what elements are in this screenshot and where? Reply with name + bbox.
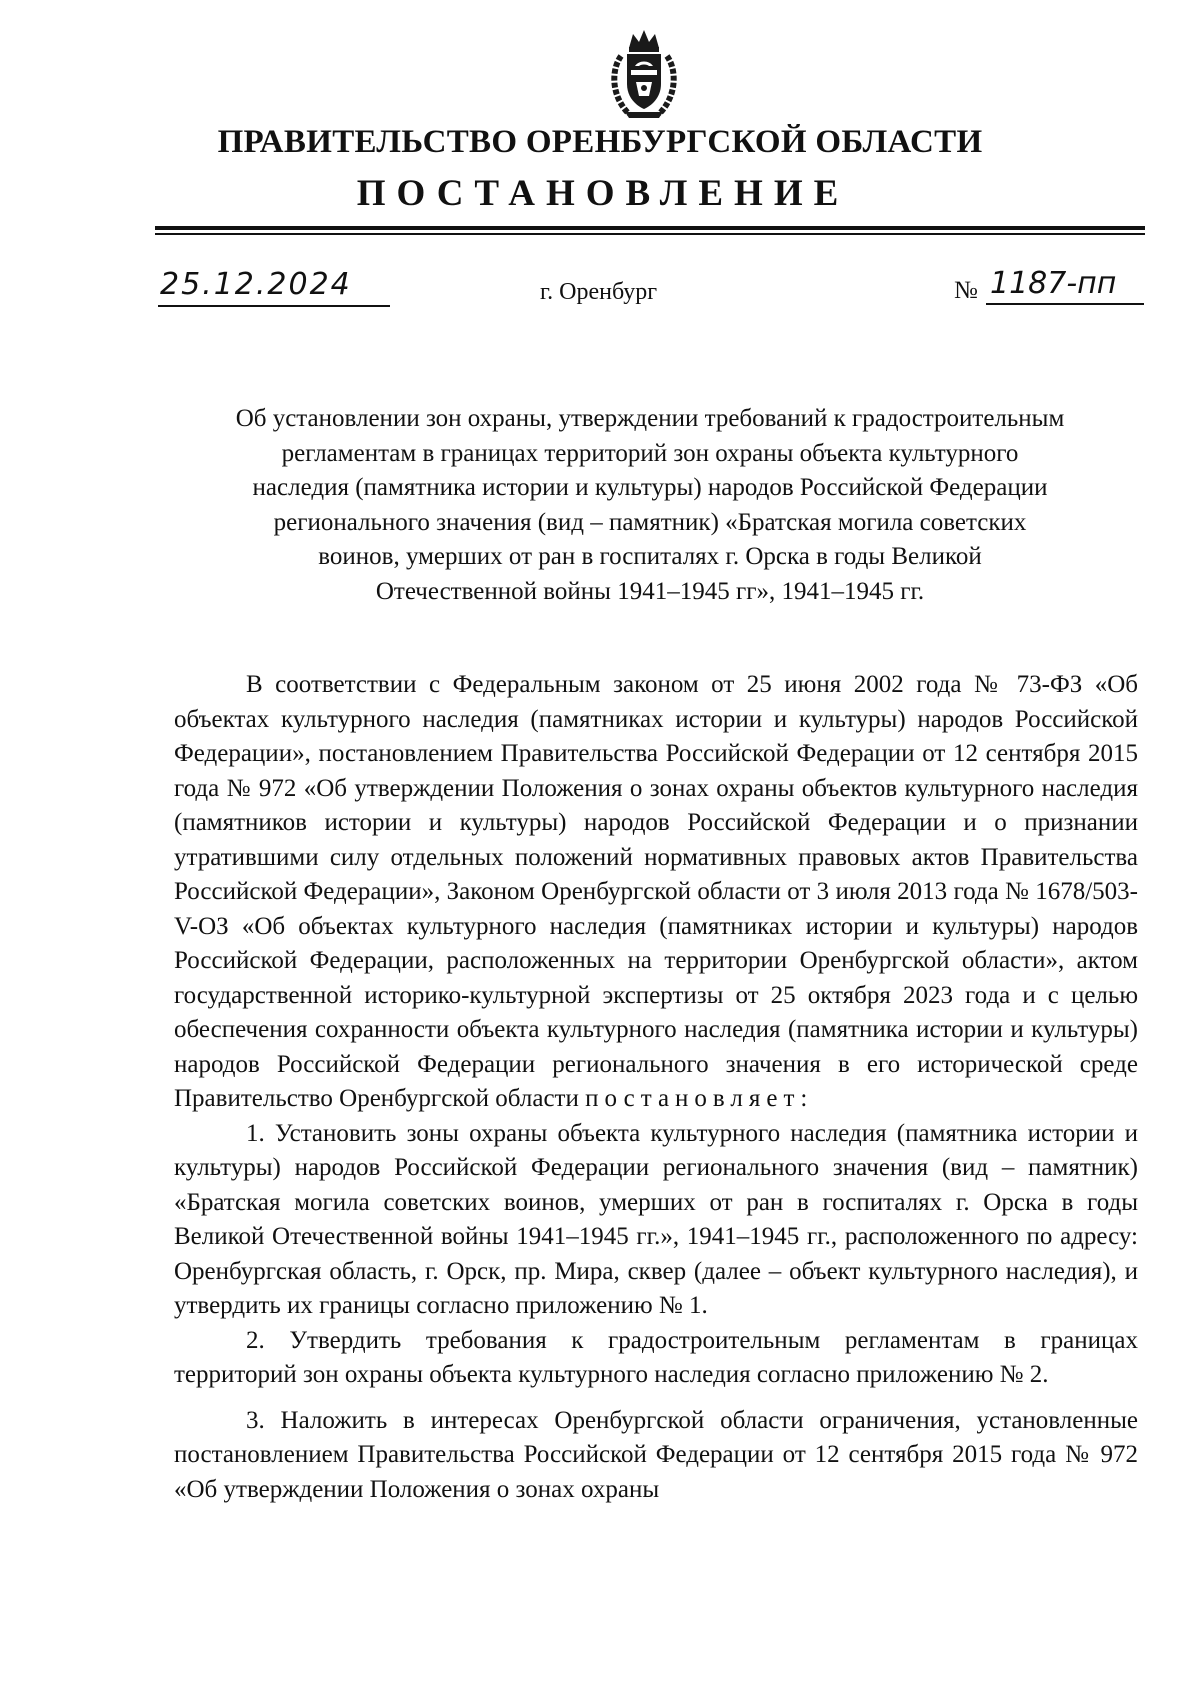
preamble-text: В соответствии с Федеральным законом от 25 июня 2002 года № 73-ФЗ «Об объектах культурного наследия (памятниках истории и культуры) народов Российской Федерации», постановлением Правительства Российской Федерации от 12 сентября 2015 года № 972 «Об утверждении Положения о зонах охраны объектов культурного наследия (памятников истории и культуры) народов Российской Федерации и о признании утратившими силу отдельных положений нормативных правовых актов Правительства Российской Федерации», Законом Оренбургской области от 3 июля 2013 года № 1678/503-V-ОЗ «Об объектах культурного наследия (памятниках истории и культуры) народов Российской Федерации, расположенных на территории Оренбургской области», актом государственной историко-культурной экспертизы от 25 октября 2023 года и с целью обеспечения сохранности объекта культурного наследия (памятника истории и культуры) народов Российской Федерации регионального значения в его исторической среде Правительство Оренбургской области [174,671,1138,1112]
document-body [174,668,1138,1507]
item-3-paragraph: 3. Наложить в интересах Оренбургской области ограничения, установленные постановлением Правительства Российской Федерации от 12 сентября 2015 года № 972 «Об утверждении Положения о зонах охраны [174,1406,1138,1503]
subject-line: регионального значения (вид – памятник) «Братская могила советских [273,508,1027,536]
header-rule-thin [155,233,1145,235]
government-title: ПРАВИТЕЛЬСТВО ОРЕНБУРГСКОЙ ОБЛАСТИ [217,124,983,160]
preamble-paragraph [174,668,1138,1117]
header-rule-thick [155,226,1145,230]
resolves-word: постановляет: [585,1085,814,1112]
number-underline [986,303,1144,305]
document-number: 1187-пп [990,266,1117,301]
number-sign: № [954,277,978,304]
document-date: 25.12.2024 [160,267,352,302]
subject-line: регламентам в границах территорий зон охраны объекта культурного [281,439,1019,467]
subject-line: наследия (памятника истории и культуры) народов Российской Федерации [252,474,1048,501]
document-city: г. Оренбург [540,279,658,305]
subject-line: Отечественной войны 1941–1945 гг», 1941–1945 гг. [375,577,925,605]
subject-line: Об установлении зон охраны, утверждении требований к градостроительным [235,405,1065,432]
coat-of-arms-emblem [605,26,683,122]
document-subject [160,402,1140,609]
document-type-heading: ПОСТАНОВЛЕНИЕ [356,173,850,214]
item-1-paragraph: 1. Установить зоны охраны объекта культурного наследия (памятника истории и культуры) народов Российской Федерации регионального значения (вид – памятник) «Братская могила советских воинов, умерших от ран в госпиталях г. Орска в годы Великой Отечественной войны 1941–1945 гг.», 1941–1945 гг., расположенного по адресу: Оренбургская область, г. Орск, пр. Мира, сквер (далее – объект культурного наследия), и утвердить их границы согласно приложению № 1. [174,1119,1138,1319]
item-2-paragraph: 2. Утвердить требования к градостроительным регламентам в границах территорий зон охраны объекта культурного наследия согласно приложению № 2. [174,1326,1138,1388]
subject-line: воинов, умерших от ран в госпиталях г. Орска в годы Великой [318,543,982,570]
date-underline [158,305,390,307]
